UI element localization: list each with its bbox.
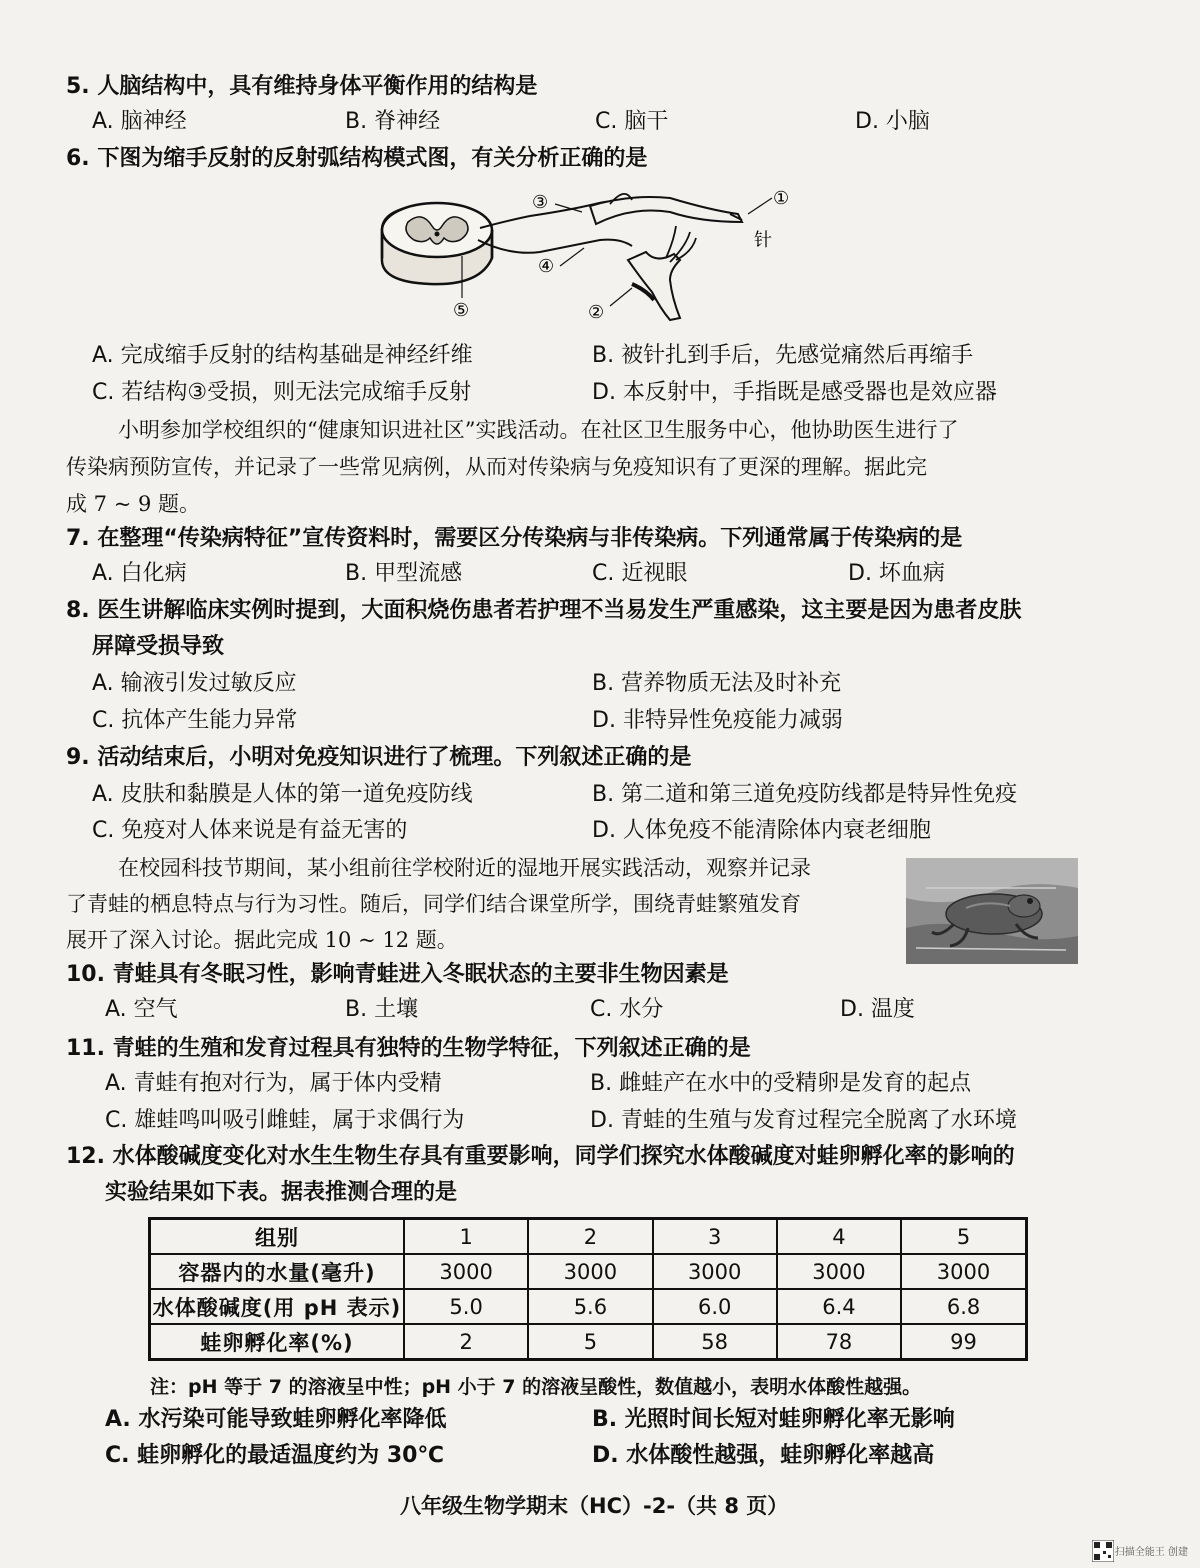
table-row — [150, 1324, 1027, 1360]
table-cell: 5 — [528, 1324, 652, 1360]
q12-option-d: D. 水体酸性越强，蛙卵孵化率越高 — [592, 1443, 935, 1468]
q5-option-c: C. 脑干 — [595, 109, 669, 134]
q6-option-c: C. 若结构③受损，则无法完成缩手反射 — [92, 380, 472, 405]
table-row — [150, 1289, 1027, 1324]
question-6-stem: 6. 下图为缩手反射的反射弧结构模式图，有关分析正确的是 — [66, 146, 648, 171]
question-7-stem: 7. 在整理“传染病特征”宣传资料时，需要区分传染病与非传染病。下列通常属于传染病的是 — [66, 526, 963, 551]
q5-option-b: B. 脊神经 — [345, 109, 441, 134]
table-cell: 3000 — [528, 1254, 652, 1289]
scanner-watermark: 扫描全能王 创建 — [1114, 1547, 1188, 1558]
passage-1-line-3: 成 7 ~ 9 题。 — [66, 492, 201, 516]
q9-option-b: B. 第二道和第三道免疫防线都是特异性免疫 — [592, 782, 1018, 807]
label-4: ④ — [538, 256, 555, 277]
label-needle: 针 — [754, 230, 772, 251]
table-cell: 2 — [528, 1219, 652, 1255]
q10-option-d: D. 温度 — [840, 997, 915, 1022]
question-10-stem: 10. 青蛙具有冬眠习性，影响青蛙进入冬眠状态的主要非生物因素是 — [66, 962, 729, 987]
table-cell: 5.6 — [528, 1289, 652, 1324]
q11-option-c: C. 雄蛙鸣叫吸引雌蛙，属于求偶行为 — [105, 1108, 465, 1133]
table-row-header: 水体酸碱度(用 pH 表示) — [150, 1289, 405, 1324]
q11-option-b: B. 雌蛙产在水中的受精卵是发育的起点 — [590, 1071, 972, 1096]
q8-option-d: D. 非特异性免疫能力减弱 — [592, 708, 843, 733]
q6-option-b: B. 被针扎到手后，先感觉痛然后再缩手 — [592, 343, 974, 368]
q12-option-c: C. 蛙卵孵化的最适温度约为 30℃ — [105, 1443, 445, 1468]
table-cell: 58 — [653, 1324, 777, 1360]
table-row-header: 组别 — [150, 1219, 405, 1255]
table-cell: 99 — [901, 1324, 1026, 1360]
question-8-stem-line-2: 屏障受损导致 — [92, 634, 225, 659]
table-cell: 1 — [404, 1219, 528, 1255]
q7-option-a: A. 白化病 — [92, 561, 187, 586]
table-cell: 5.0 — [404, 1289, 528, 1324]
q7-option-c: C. 近视眼 — [592, 561, 688, 586]
question-12-stem-line-1: 12. 水体酸碱度变化对水生生物生存具有重要影响，同学们探究水体酸碱度对蛙卵孵化率的影响的 — [66, 1144, 1015, 1169]
table-note: 注：pH 等于 7 的溶液呈中性；pH 小于 7 的溶液呈酸性，数值越小，表明水体酸性越强。 — [150, 1376, 922, 1398]
q11-option-d: D. 青蛙的生殖与发育过程完全脱离了水环境 — [590, 1108, 1017, 1133]
table-cell: 3000 — [777, 1254, 901, 1289]
table-row-header: 蛙卵孵化率(%) — [150, 1324, 405, 1360]
question-9-stem: 9. 活动结束后，小明对免疫知识进行了梳理。下列叙述正确的是 — [66, 745, 692, 770]
q6-option-d: D. 本反射中，手指既是感受器也是效应器 — [592, 380, 997, 405]
q9-option-a: A. 皮肤和黏膜是人体的第一道免疫防线 — [92, 782, 473, 807]
q8-option-a: A. 输液引发过敏反应 — [92, 671, 297, 696]
table-cell: 6.4 — [777, 1289, 901, 1324]
q7-option-d: D. 坏血病 — [848, 561, 945, 586]
label-3: ③ — [532, 192, 549, 213]
table-cell: 2 — [404, 1324, 528, 1360]
passage-1-line-2: 传染病预防宣传，并记录了一些常见病例，从而对传染病与免疫知识有了更深的理解。据此完 — [66, 455, 927, 479]
table-cell: 5 — [901, 1219, 1026, 1255]
q5-option-d: D. 小脑 — [855, 109, 930, 134]
q9-option-c: C. 免疫对人体来说是有益无害的 — [92, 818, 408, 843]
page-footer: 八年级生物学期末（HC）-2-（共 8 页） — [400, 1494, 789, 1518]
q6-option-a: A. 完成缩手反射的结构基础是神经纤维 — [92, 343, 473, 368]
q10-option-b: B. 土壤 — [345, 997, 419, 1022]
q8-option-c: C. 抗体产生能力异常 — [92, 708, 298, 733]
table-cell: 3 — [653, 1219, 777, 1255]
passage-1-line-1: 小明参加学校组织的“健康知识进社区”实践活动。在社区卫生服务中心，他协助医生进行了 — [118, 418, 959, 442]
q5-option-a: A. 脑神经 — [92, 109, 187, 134]
q9-option-d: D. 人体免疫不能清除体内衰老细胞 — [592, 818, 931, 843]
table-cell: 6.0 — [653, 1289, 777, 1324]
table-row-header: 容器内的水量(毫升) — [150, 1254, 405, 1289]
question-11-stem: 11. 青蛙的生殖和发育过程具有独特的生物学特征，下列叙述正确的是 — [66, 1036, 751, 1061]
table-cell: 3000 — [901, 1254, 1026, 1289]
q7-option-b: B. 甲型流感 — [345, 561, 463, 586]
table-cell: 3000 — [404, 1254, 528, 1289]
q8-option-b: B. 营养物质无法及时补充 — [592, 671, 842, 696]
table-cell: 78 — [777, 1324, 901, 1360]
q11-option-a: A. 青蛙有抱对行为，属于体内受精 — [105, 1071, 442, 1096]
label-5: ⑤ — [453, 300, 470, 321]
table-row — [150, 1254, 1027, 1289]
passage-2-line-1: 在校园科技节期间，某小组前往学校附近的湿地开展实践活动，观察并记录 — [118, 856, 811, 880]
passage-2-line-2: 了青蛙的栖息特点与行为习性。随后，同学们结合课堂所学，围绕青蛙繁殖发育 — [66, 892, 801, 916]
question-8-stem-line-1: 8. 医生讲解临床实例时提到，大面积烧伤患者若护理不当易发生严重感染，这主要是因为患者皮肤 — [66, 598, 1022, 623]
hatching-rate-table — [148, 1217, 1028, 1361]
motor-nerve — [478, 240, 632, 253]
qr-code-icon — [1092, 1540, 1114, 1562]
frog-photo — [906, 858, 1078, 964]
table-cell: 4 — [777, 1219, 901, 1255]
q10-option-c: C. 水分 — [590, 997, 664, 1022]
question-12-stem-line-2: 实验结果如下表。据表推测合理的是 — [105, 1180, 458, 1205]
passage-2-line-3: 展开了深入讨论。据此完成 10 ~ 12 题。 — [66, 928, 458, 952]
label-1: ① — [773, 188, 790, 209]
table-cell: 3000 — [653, 1254, 777, 1289]
question-5-stem: 5. 人脑结构中，具有维持身体平衡作用的结构是 — [66, 74, 538, 99]
reflex-arc-figure — [370, 180, 820, 330]
table-row — [150, 1219, 1027, 1255]
q12-option-b: B. 光照时间长短对蛙卵孵化率无影响 — [592, 1407, 955, 1432]
spinal-cord-section — [382, 203, 492, 284]
q10-option-a: A. 空气 — [105, 997, 178, 1022]
label-2: ② — [588, 302, 605, 323]
q12-option-a: A. 水污染可能导致蛙卵孵化率降低 — [105, 1407, 447, 1432]
table-cell: 6.8 — [901, 1289, 1026, 1324]
